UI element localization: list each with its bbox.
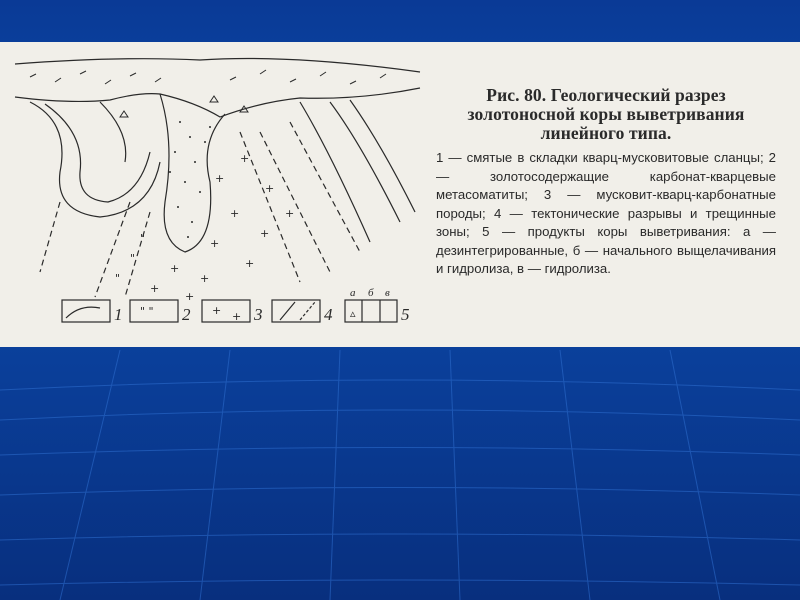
legend-sublabel-a: а <box>350 287 356 299</box>
svg-text:+: + <box>150 282 160 295</box>
svg-text:" ": " " <box>140 305 154 318</box>
svg-text:+: + <box>232 310 242 323</box>
figure-panel <box>0 42 800 347</box>
svg-text:+: + <box>185 290 195 303</box>
svg-text:+: + <box>170 262 180 275</box>
svg-text:+: + <box>240 152 250 165</box>
figure-caption <box>436 86 776 279</box>
svg-text:": " <box>130 252 136 265</box>
svg-text:▵: ▵ <box>350 307 356 320</box>
svg-text:+: + <box>260 227 270 240</box>
svg-text:": " <box>140 232 146 245</box>
svg-text:+: + <box>265 182 275 195</box>
legend-label-1: 1 <box>114 305 123 324</box>
legend-label-3: 3 <box>254 305 263 324</box>
svg-text:": " <box>115 272 121 285</box>
svg-text:+: + <box>285 207 295 220</box>
legend-labels <box>0 42 430 347</box>
svg-text:+: + <box>245 257 255 270</box>
legend-label-2: 2 <box>182 305 191 324</box>
legend-label-5: 5 <box>401 305 410 324</box>
svg-text:+: + <box>212 304 222 317</box>
legend-sublabel-b: б <box>368 287 374 299</box>
svg-text:+: + <box>230 207 240 220</box>
legend-label-4: 4 <box>324 305 333 324</box>
svg-text:+: + <box>200 272 210 285</box>
legend-sublabel-v: в <box>385 287 390 299</box>
caption-title: Рис. 80. Геологический разрез золотоносной коры выветривания линейного типа. <box>467 85 745 143</box>
svg-text:+: + <box>215 172 225 185</box>
svg-text:+: + <box>210 237 220 250</box>
caption-body: 1 — смятые в складки кварц-мусковитовые сланцы; 2 — золотосодержащие карбонат-кварцевые метасоматиты; 3 — мусковит-кварц-карбонатные породы; 4 — тектонические разрывы и трещинные зоны; 5 — продукты коры выветривания: а — дезинтегрированные, б — начального выщелачивания и гидролиза, в — гидролиза. <box>436 150 776 276</box>
